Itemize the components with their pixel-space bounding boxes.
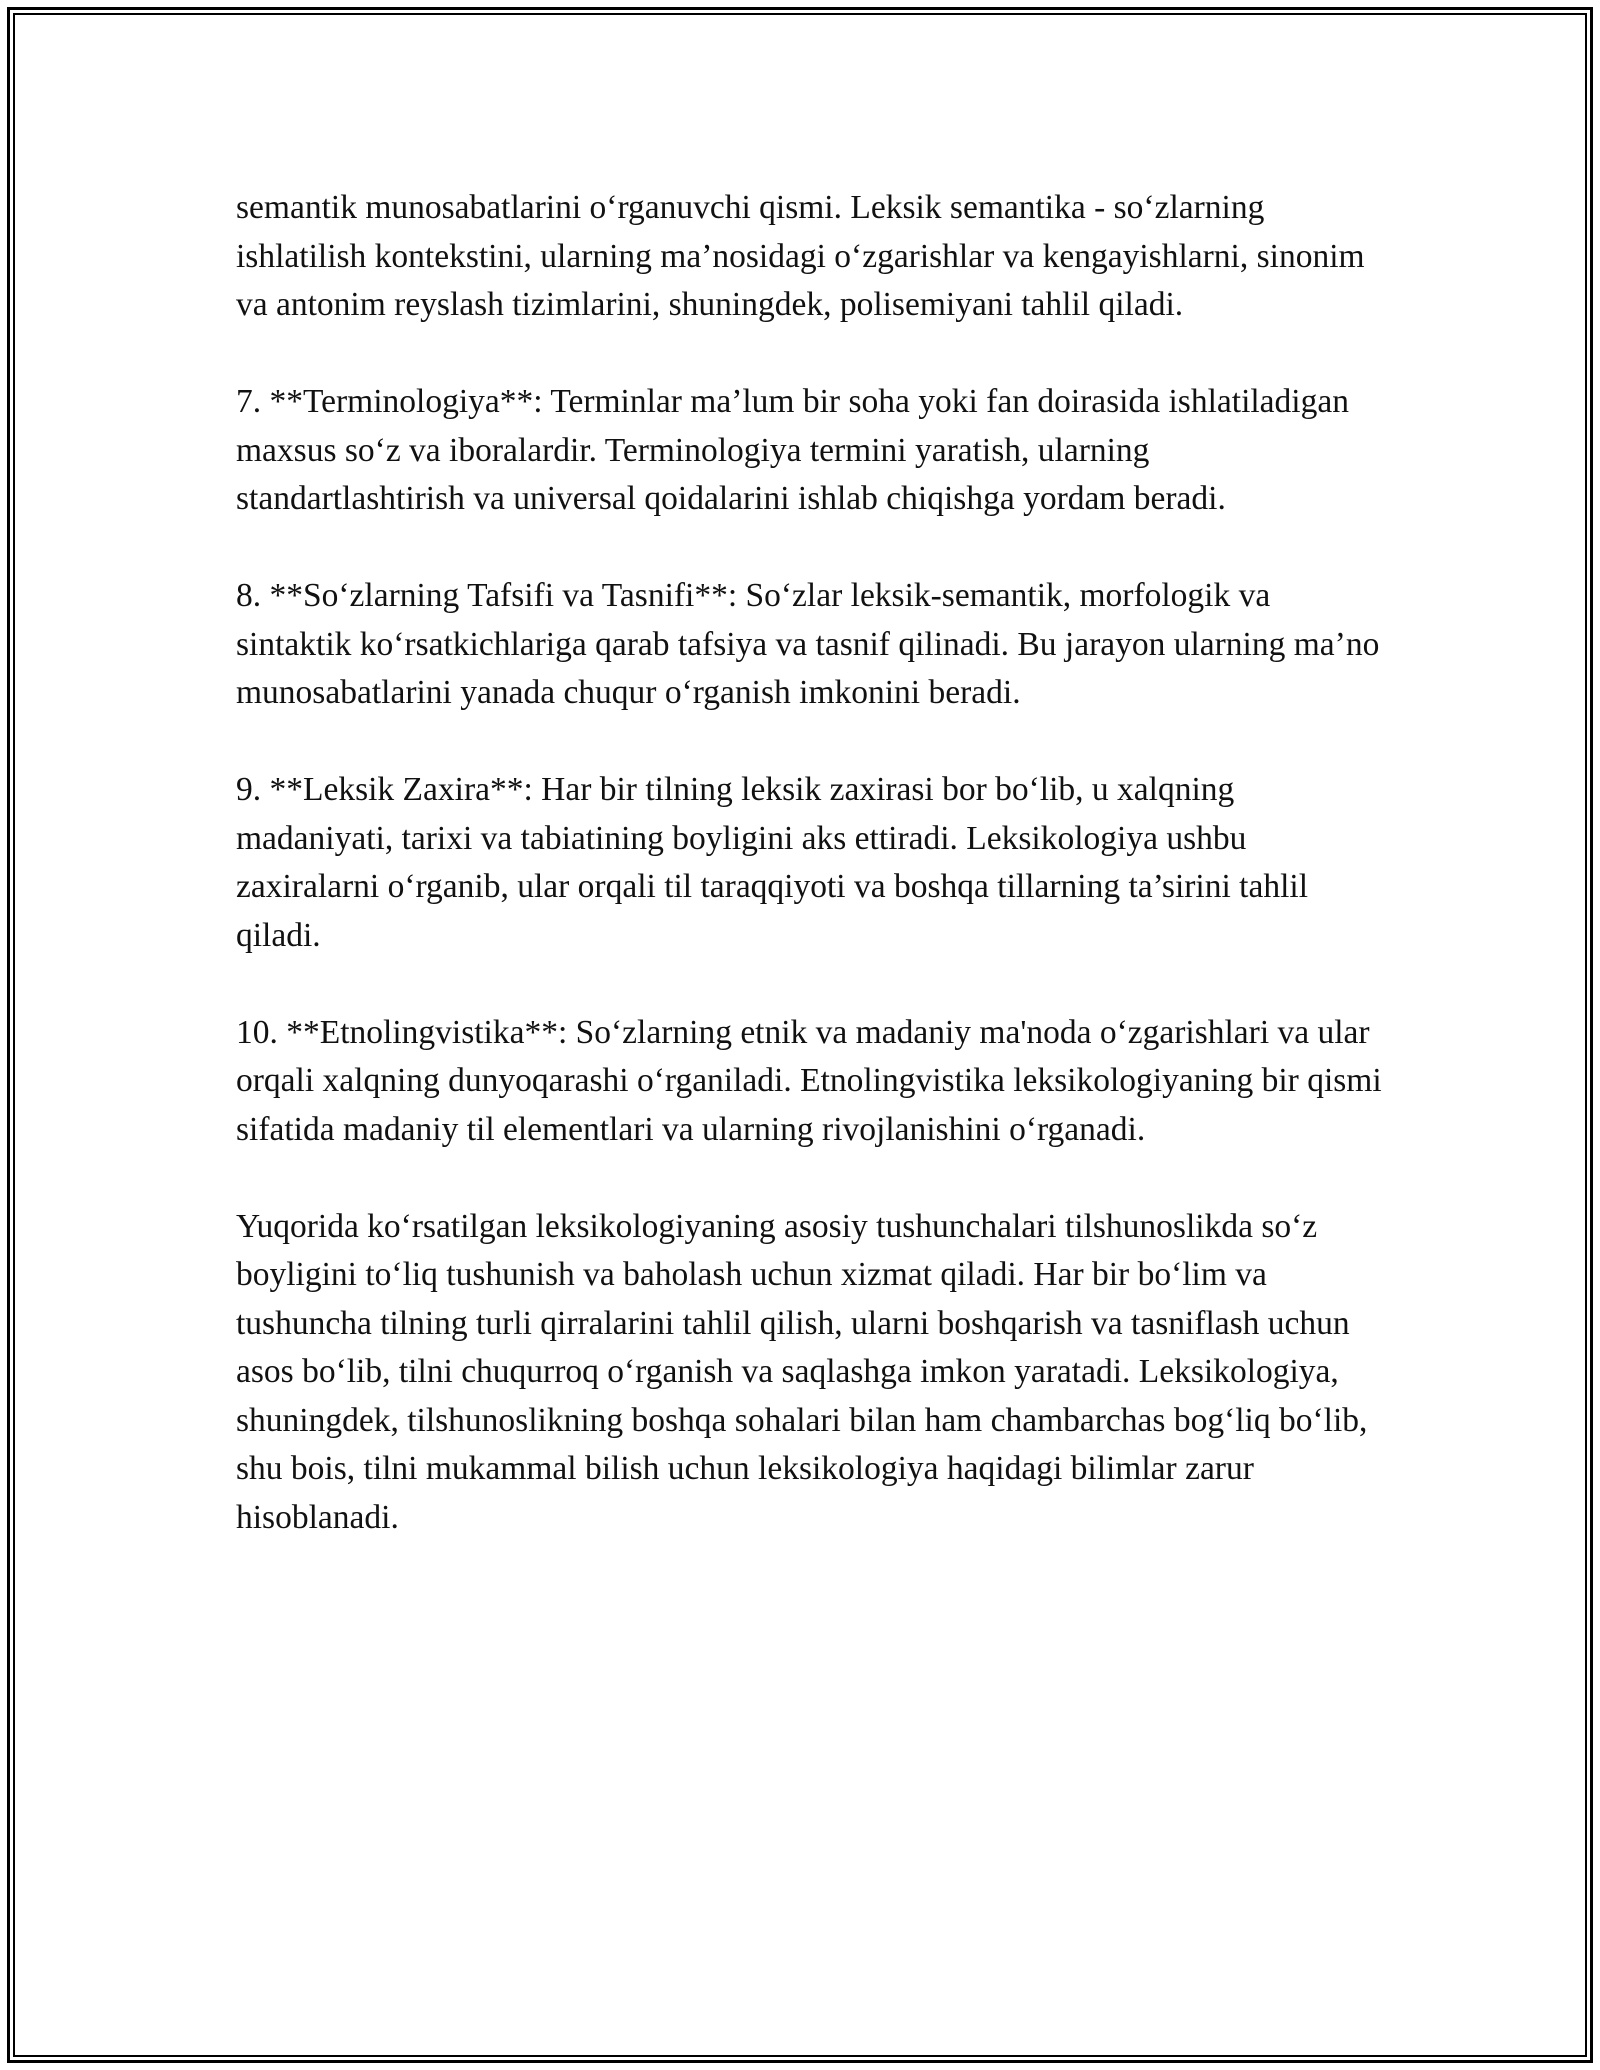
paragraph-lexical-semantics-continued: semantik munosabatlarini o‘rganuvchi qismi. Leksik semantika - so‘zlarning ishlatilish kontekstini, ularning ma’nosidagi o‘zgarishlar va kengayishlarni, sinonim va antonim reyslash tizimlarini, shuningdek, polisemiyani tahlil qiladi. — [236, 189, 1365, 323]
document-body — [236, 184, 1386, 1542]
paragraph-ethnolinguistics: 10. **Etnolingvistika**: So‘zlarning etnik va madaniy ma'noda o‘zgarishlari va ular orqali xalqning dunyoqarashi o‘rganiladi. Etnolingvistika leksikologiyaning bir qismi sifatida madaniy til elementlari va ularning rivojlanishini o‘rganadi. — [236, 1013, 1382, 1148]
paragraph-lexical-reserve: 9. **Leksik Zaxira**: Har bir tilning leksik zaxirasi bor bo‘lib, u xalqning madaniyati, tarixi va tabiatining boyligini aks ettiradi. Leksikologiya ushbu zaxiralarni o‘rganib, ular orqali til taraqqiyoti va boshqa tillarning ta’sirini tahlil qiladi. — [236, 771, 1309, 954]
paragraph-terminology: 7. **Terminologiya**: Terminlar ma’lum bir soha yoki fan doirasida ishlatiladigan maxsus so‘z va iboralardir. Terminologiya termini yaratish, ularning standartlashtirish va universal qoidalarini ishlab chiqishga yordam beradi. — [236, 383, 1349, 517]
paragraph-word-description-classification: 8. **So‘zlarning Tafsifi va Tasnifi**: So‘zlar leksik-semantik, morfologik va sintaktik ko‘rsatkichlariga qarab tafsiya va tasnif qilinadi. Bu jarayon ularning ma’no munosabatlarini yanada chuqur o‘rganish imkonini beradi. — [236, 577, 1380, 711]
paragraph-conclusion: Yuqorida ko‘rsatilgan leksikologiyaning asosiy tushunchalari tilshunoslikda so‘z boyligini to‘liq tushunish va baholash uchun xizmat qiladi. Har bir bo‘lim va tushuncha tilning turli qirralarini tahlil qilish, ularni boshqarish va tasniflash uchun asos bo‘lib, tilni chuqurroq o‘rganish va saqlashga imkon yaratadi. Leksikologiya, shuningdek, tilshunoslikning boshqa sohalari bilan ham chambarchas bog‘liq bo‘lib, shu bois, tilni mukammal bilish uchun leksikologiya haqidagi bilimlar zarur hisoblanadi. — [236, 1207, 1368, 1536]
